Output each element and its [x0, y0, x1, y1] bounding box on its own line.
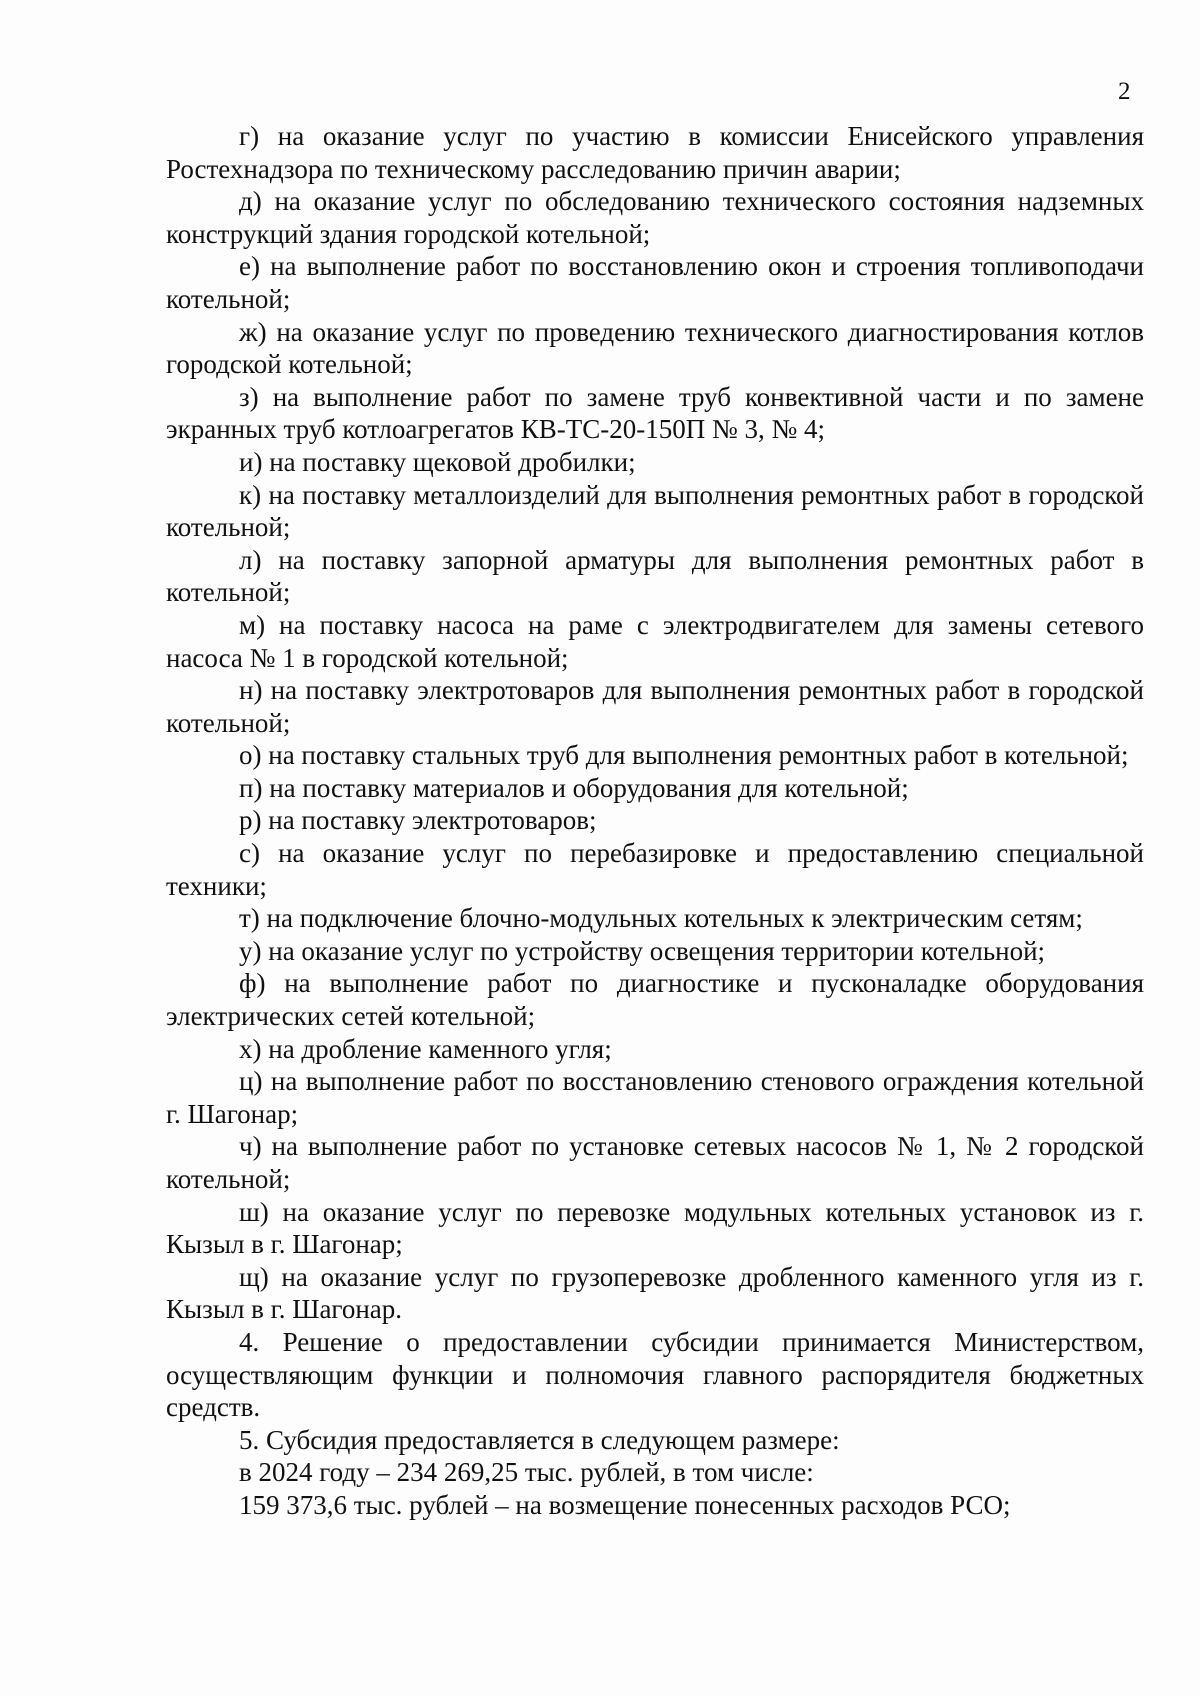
paragraph-item-ts: ц) на выполнение работ по восстановлению стенового ограждения котельной г. Шагонар; — [166, 1066, 1144, 1129]
page-number: 2 — [1118, 78, 1131, 105]
paragraph-item-k: к) на поставку металлоизделий для выполнения ремонтных работ в городской котельной; — [166, 479, 1144, 543]
paragraph-clause-4: 4. Решение о предоставлении субсидии принимается Министерством, осуществляющим функции и полномочия главного распорядителя бюджетных средств. — [166, 1326, 1144, 1423]
paragraph-item-r: р) на поставку электротоваров; — [239, 805, 597, 836]
paragraph-item-m: м) на поставку насоса на раме с электродвигателем для замены сетевого насоса № 1 в городской котельной; — [166, 609, 1144, 673]
paragraph-item-l: л) на поставку запорной арматуры для выполнения ремонтных работ в котельной; — [166, 544, 1144, 608]
paragraph-item-o: о) на поставку стальных труб для выполнения ремонтных работ в котельной; — [239, 740, 1129, 771]
paragraph-item-t: т) на подключение блочно-модульных котельных к электрическим сетям; — [239, 903, 1083, 934]
paragraph-clause-5: 5. Субсидия предоставляется в следующем размере: — [239, 1424, 840, 1455]
paragraph-item-n: н) на поставку электротоваров для выполнения ремонтных работ в городской котельной; — [166, 675, 1144, 738]
paragraph-amount-reimbursement: 159 373,6 тыс. рублей – на возмещение понесенных расходов РСО; — [239, 1489, 1011, 1520]
paragraph-item-z: з) на выполнение работ по замене труб конвективной части и по замене экранных труб котлоагрегатов КВ-ТС-20-150П № 3, № 4; — [166, 381, 1144, 445]
paragraph-item-shch: щ) на оказание услуг по грузоперевозке дробленного каменного угля из г. Кызыл в г. Шагонар. — [166, 1261, 1144, 1325]
paragraph-item-u: у) на оказание услуг по устройству освещения территории котельной; — [239, 935, 1046, 966]
paragraph-item-g: г) на оказание услуг по участию в комиссии Енисейского управления Ростехнадзора по техническому расследованию причин аварии; — [166, 121, 1144, 184]
paragraph-amount-2024: в 2024 году – 234 269,25 тыс. рублей, в том числе: — [239, 1457, 814, 1488]
paragraph-item-sh: ш) на оказание услуг по перевозке модульных котельных установок из г. Кызыл в г. Шагонар; — [166, 1196, 1144, 1260]
paragraph-item-e: е) на выполнение работ по восстановлению окон и строения топливоподачи котельной; — [166, 251, 1144, 314]
paragraph-item-zh: ж) на оказание услуг по проведению технического диагностирования котлов городской котельной; — [166, 316, 1144, 380]
paragraph-item-f: ф) на выполнение работ по диагностике и пусконаладке оборудования электрических сетей котельной; — [166, 968, 1144, 1032]
paragraph-item-p: п) на поставку материалов и оборудования для котельной; — [239, 772, 909, 803]
paragraph-item-s: с) на оказание услуг по перебазировке и предоставлению специальной техники; — [166, 838, 1144, 901]
document-body — [166, 120, 1144, 1522]
paragraph-item-kh: х) на дробление каменного угля; — [239, 1033, 612, 1064]
paragraph-item-i: и) на поставку щековой дробилки; — [239, 446, 636, 477]
paragraph-item-d: д) на оказание услуг по обследованию технического состояния надземных конструкций здания городской котельной; — [166, 186, 1144, 249]
paragraph-item-ch: ч) на выполнение работ по установке сетевых насосов № 1, № 2 городской котельной; — [166, 1131, 1144, 1194]
